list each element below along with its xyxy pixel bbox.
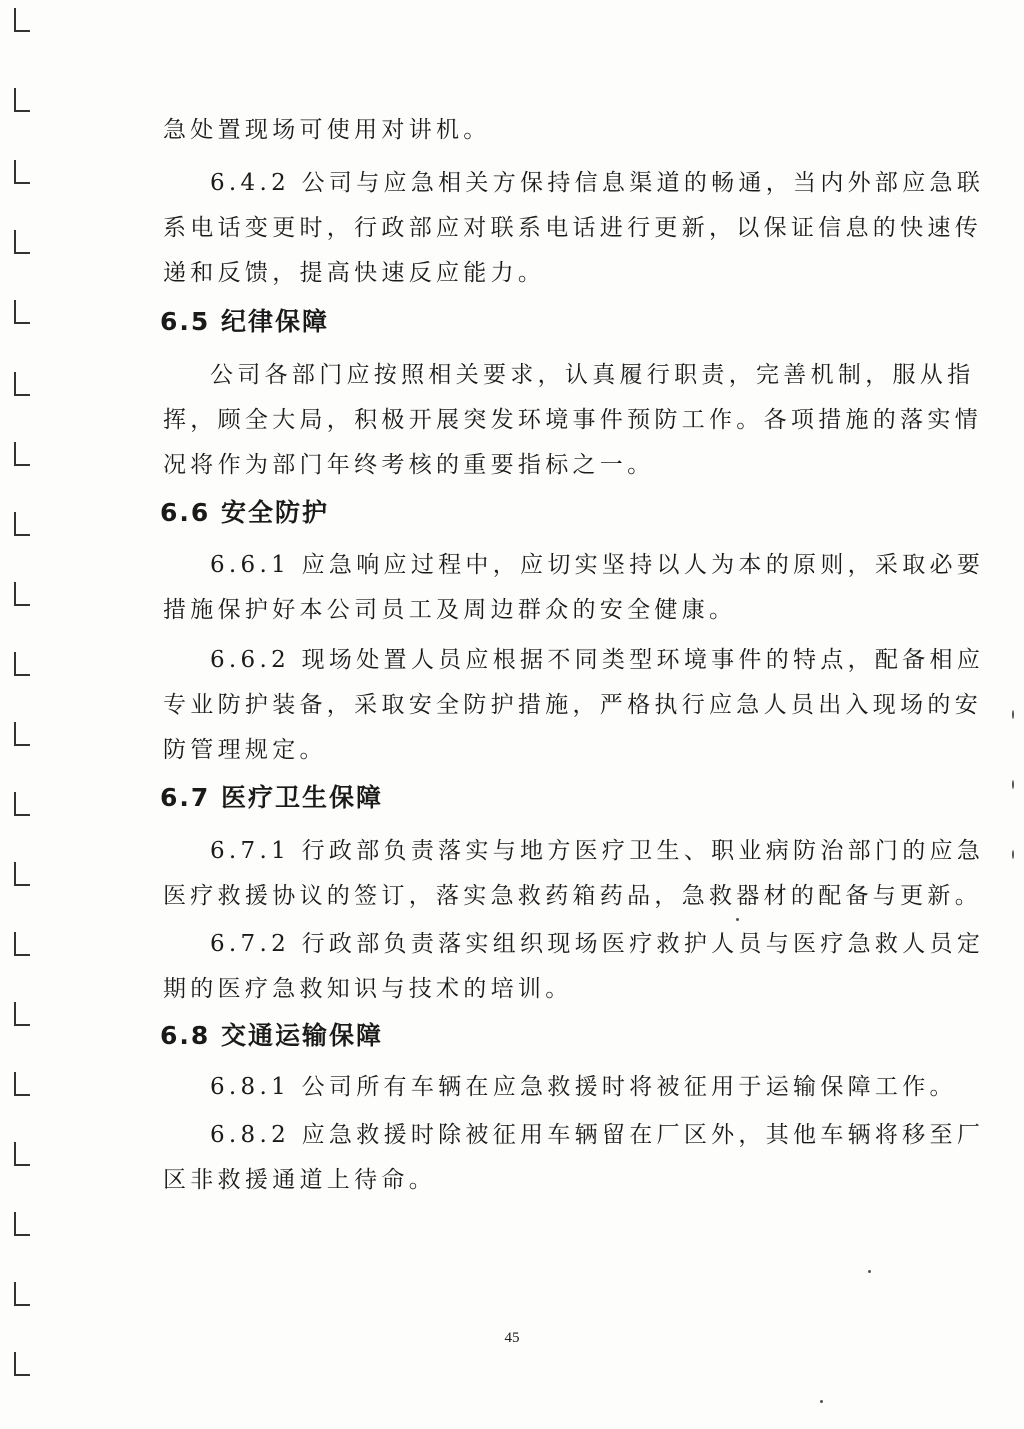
scan-speck: [1012, 780, 1014, 789]
paragraph-line: 6.8.1 公司所有车辆在应急救援时将被征用于运输保障工作。: [210, 1074, 957, 1100]
paragraph-line: 况将作为部门年终考核的重要指标之一。: [163, 452, 655, 478]
paragraph-line: 6.8.2 应急救援时除被征用车辆留在厂区外，其他车辆将移至厂: [210, 1122, 985, 1148]
section-heading-6-5: 6.5 纪律保障: [160, 307, 329, 336]
paragraph-line: 6.7.2 行政部负责落实组织现场医疗救护人员与医疗急救人员定: [210, 931, 985, 957]
paragraph-line: 期的医疗急救知识与技术的培训。: [163, 976, 573, 1002]
scan-speck: [736, 918, 739, 921]
paragraph-line: 6.4.2 公司与应急相关方保持信息渠道的畅通，当内外部应急联: [210, 170, 985, 196]
paragraph-line: 系电话变更时，行政部应对联系电话进行更新，以保证信息的快速传: [163, 215, 982, 241]
paragraph-line: 公司各部门应按照相关要求，认真履行职责，完善机制，服从指: [210, 362, 975, 388]
binding-marks: [14, 0, 34, 1429]
paragraph-line: 措施保护好本公司员工及周边群众的安全健康。: [163, 597, 737, 623]
scan-speck: [868, 1270, 871, 1273]
paragraph-line: 挥，顾全大局，积极开展突发环境事件预防工作。各项措施的落实情: [163, 407, 982, 433]
paragraph-line: 递和反馈，提高快速反应能力。: [163, 260, 546, 286]
section-heading-6-7: 6.7 医疗卫生保障: [160, 783, 383, 812]
section-heading-6-8: 6.8 交通运输保障: [160, 1021, 383, 1050]
paragraph-line: 专业防护装备，采取安全防护措施，严格执行应急人员出入现场的安: [163, 692, 982, 718]
paragraph-line: 6.6.1 应急响应过程中，应切实坚持以人为本的原则，采取必要: [210, 552, 985, 578]
paragraph-line: 6.6.2 现场处置人员应根据不同类型环境事件的特点，配备相应: [210, 647, 985, 673]
scan-speck: [1012, 850, 1014, 859]
paragraph-line: 6.7.1 行政部负责落实与地方医疗卫生、职业病防治部门的应急: [210, 838, 985, 864]
paragraph-line: 防管理规定。: [163, 737, 327, 763]
page-number: 45: [504, 1330, 520, 1346]
paragraph-line: 急处置现场可使用对讲机。: [163, 117, 491, 143]
paragraph-line: 区非救援通道上待命。: [163, 1167, 436, 1193]
scan-speck: [820, 1400, 823, 1403]
section-heading-6-6: 6.6 安全防护: [160, 498, 329, 527]
paragraph-line: 医疗救援协议的签订，落实急救药箱药品，急救器材的配备与更新。: [163, 883, 982, 909]
scan-speck: [1012, 710, 1014, 719]
